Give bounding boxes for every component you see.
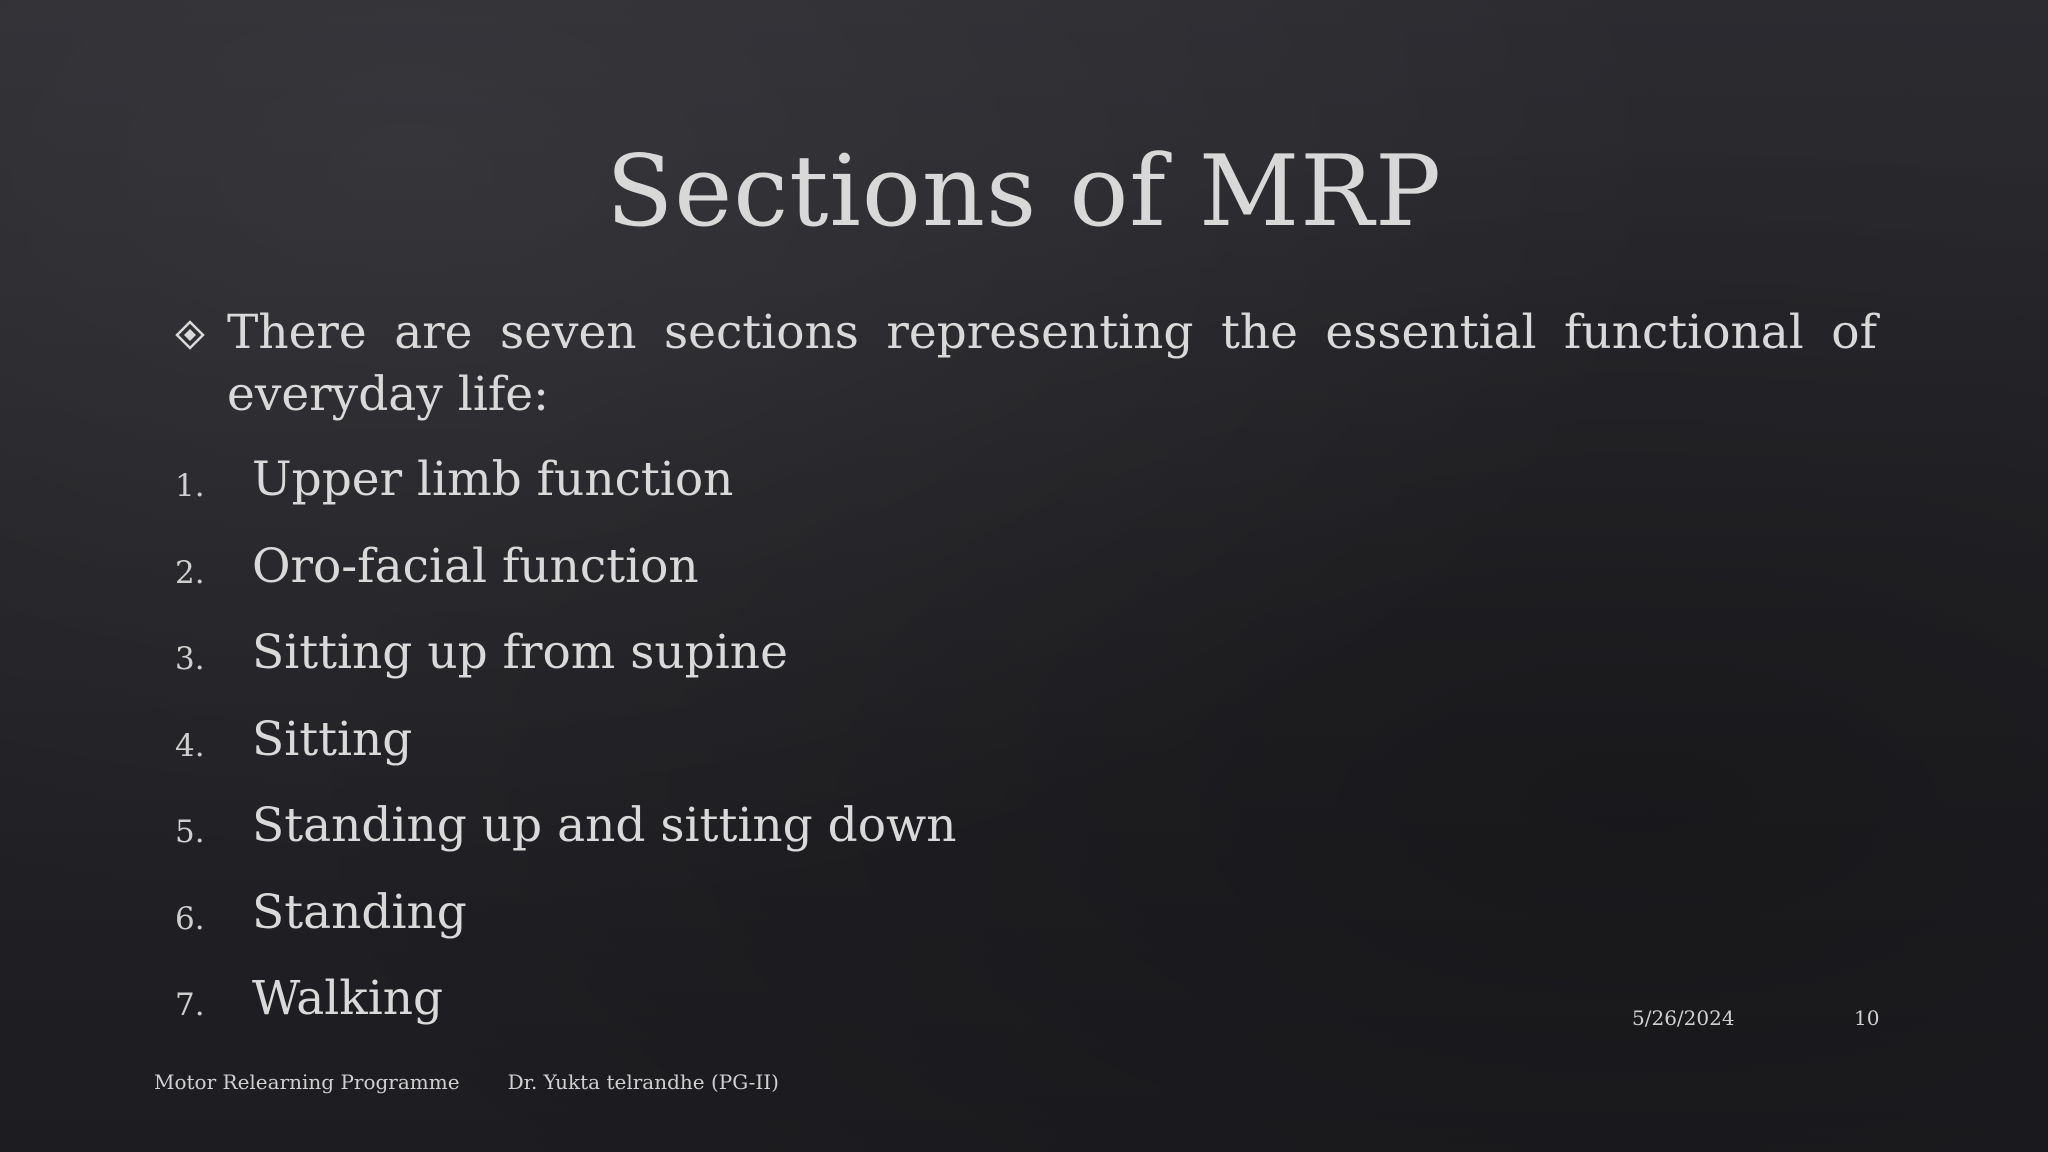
- list-item-number: 7.: [175, 987, 205, 1023]
- list-item-label: Standing: [252, 884, 467, 940]
- list-item-number: 2.: [175, 554, 205, 591]
- list-item-label: Sitting: [252, 711, 413, 767]
- intro-bullet: [175, 302, 1877, 426]
- list-item-label: Standing up and sitting down: [252, 798, 957, 853]
- footer-date: 5/26/2024: [1632, 1006, 1735, 1030]
- list-item-number: 4.: [175, 727, 205, 764]
- footer-topic: Motor Relearning Programme: [154, 1070, 460, 1094]
- footer-page-number: 10: [1854, 1006, 1880, 1030]
- list-item-label: Oro-facial function: [252, 538, 699, 594]
- footer-author: Dr. Yukta telrandhe (PG-II): [507, 1070, 779, 1094]
- list-item-number: 3.: [175, 641, 205, 677]
- list-item-number: 6.: [175, 900, 205, 937]
- slide-title: Sections of MRP: [606, 135, 1442, 249]
- list-item-number: 5.: [175, 814, 205, 850]
- list-item-label: Upper limb function: [252, 452, 734, 507]
- list-item-label: Sitting up from supine: [252, 625, 788, 680]
- diamond-bullet-icon: [175, 320, 205, 350]
- intro-bullet-text: There are seven sections representing the essential functional of everyday life:: [227, 305, 1877, 422]
- footer-left: [154, 1070, 779, 1094]
- list-item-label: Walking: [252, 971, 444, 1026]
- list-item-number: 1.: [175, 468, 205, 504]
